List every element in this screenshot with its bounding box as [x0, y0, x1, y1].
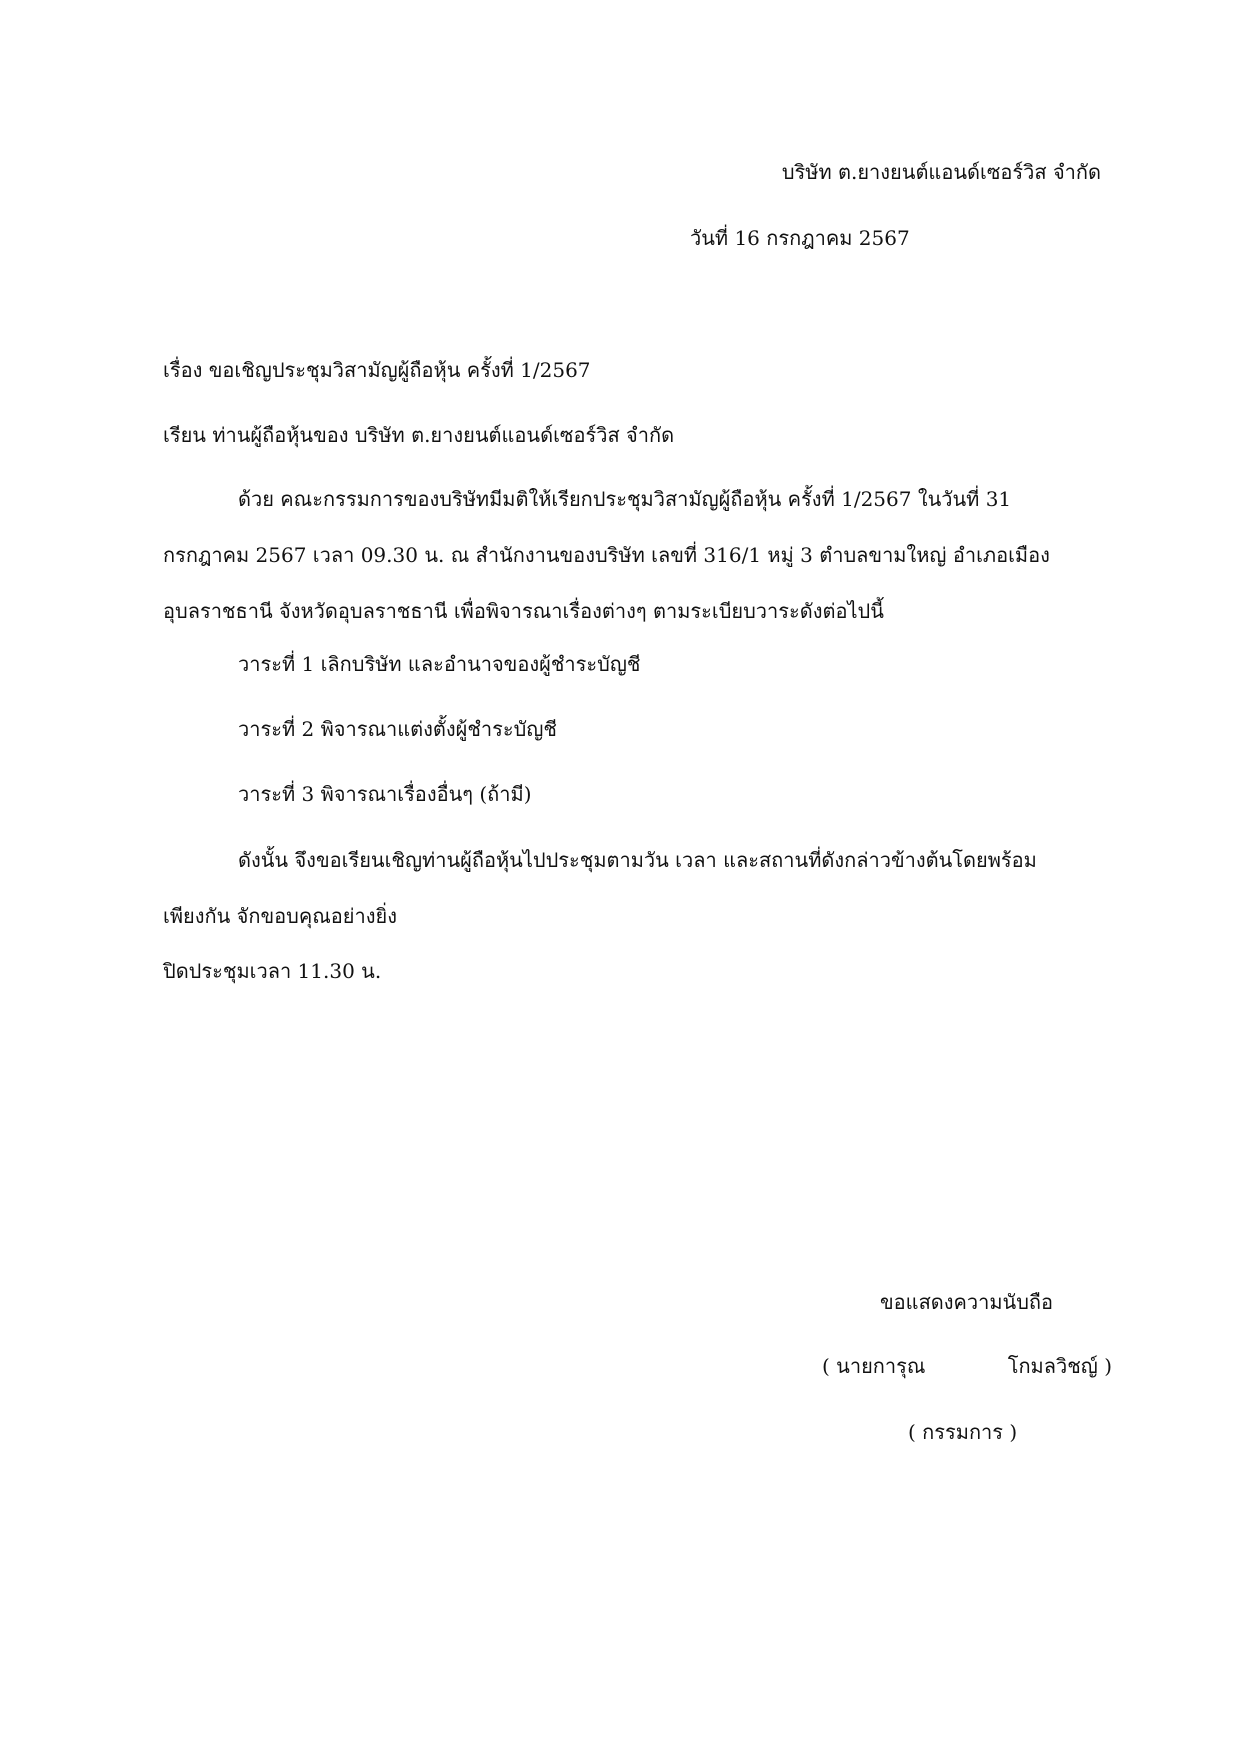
header-date: วันที่ 16 กรกฎาคม 2567: [690, 226, 910, 250]
body-paragraph-invitation: [163, 485, 1098, 653]
signature-first-name: ( นายการุณ: [822, 1354, 926, 1378]
letter-salutation: เรียน ท่านผู้ถือหุ้นของ บริษัท ต.ยางยนต์แอนด์เซอร์วิส จำกัด: [163, 423, 675, 447]
paragraph-line: กรกฎาคม 2567 เวลา 09.30 น. ณ สำนักงานของบริษัท เลขที่ 316/1 หมู่ 3 ตำบลขามใหญ่ อำเภอเมือง: [163, 543, 1050, 567]
body-paragraph-request: [163, 846, 1098, 958]
agenda-item-2: วาระที่ 2 พิจารณาแต่งตั้งผู้ชำระบัญชี: [238, 717, 557, 741]
agenda-item-3: วาระที่ 3 พิจารณาเรื่องอื่นๆ (ถ้ามี): [238, 782, 532, 806]
header-company-name: บริษัท ต.ยางยนต์แอนด์เซอร์วิส จำกัด: [781, 160, 1101, 184]
paragraph-line: ดังนั้น จึงขอเรียนเชิญท่านผู้ถือหุ้นไปประชุมตามวัน เวลา และสถานที่ดังกล่าวข้างต้นโดยพร้อม: [238, 848, 1037, 872]
agenda-item-1: วาระที่ 1 เลิกบริษัท และอำนาจของผู้ชำระบัญชี: [238, 652, 641, 676]
paragraph-line: ด้วย คณะกรรมการของบริษัทมีมติให้เรียกประชุมวิสามัญผู้ถือหุ้น ครั้งที่ 1/2567 ในวันที่ 31: [238, 487, 1012, 511]
paragraph-line: อุบลราชธานี จังหวัดอุบลราชธานี เพื่อพิจารณาเรื่องต่างๆ ตามระเบียบวาระดังต่อไปนี้: [163, 599, 884, 623]
signature-last-name: โกมลวิชญ์ ): [1007, 1354, 1112, 1378]
letter-subject: เรื่อง ขอเชิญประชุมวิสามัญผู้ถือหุ้น ครั้งที่ 1/2567: [163, 358, 591, 382]
meeting-closing-time: ปิดประชุมเวลา 11.30 น.: [163, 959, 382, 983]
signature-position: ( กรรมการ ): [908, 1420, 1018, 1444]
paragraph-line: เพียงกัน จักขอบคุณอย่างยิ่ง: [163, 904, 397, 928]
signature-regards: ขอแสดงความนับถือ: [880, 1290, 1054, 1314]
